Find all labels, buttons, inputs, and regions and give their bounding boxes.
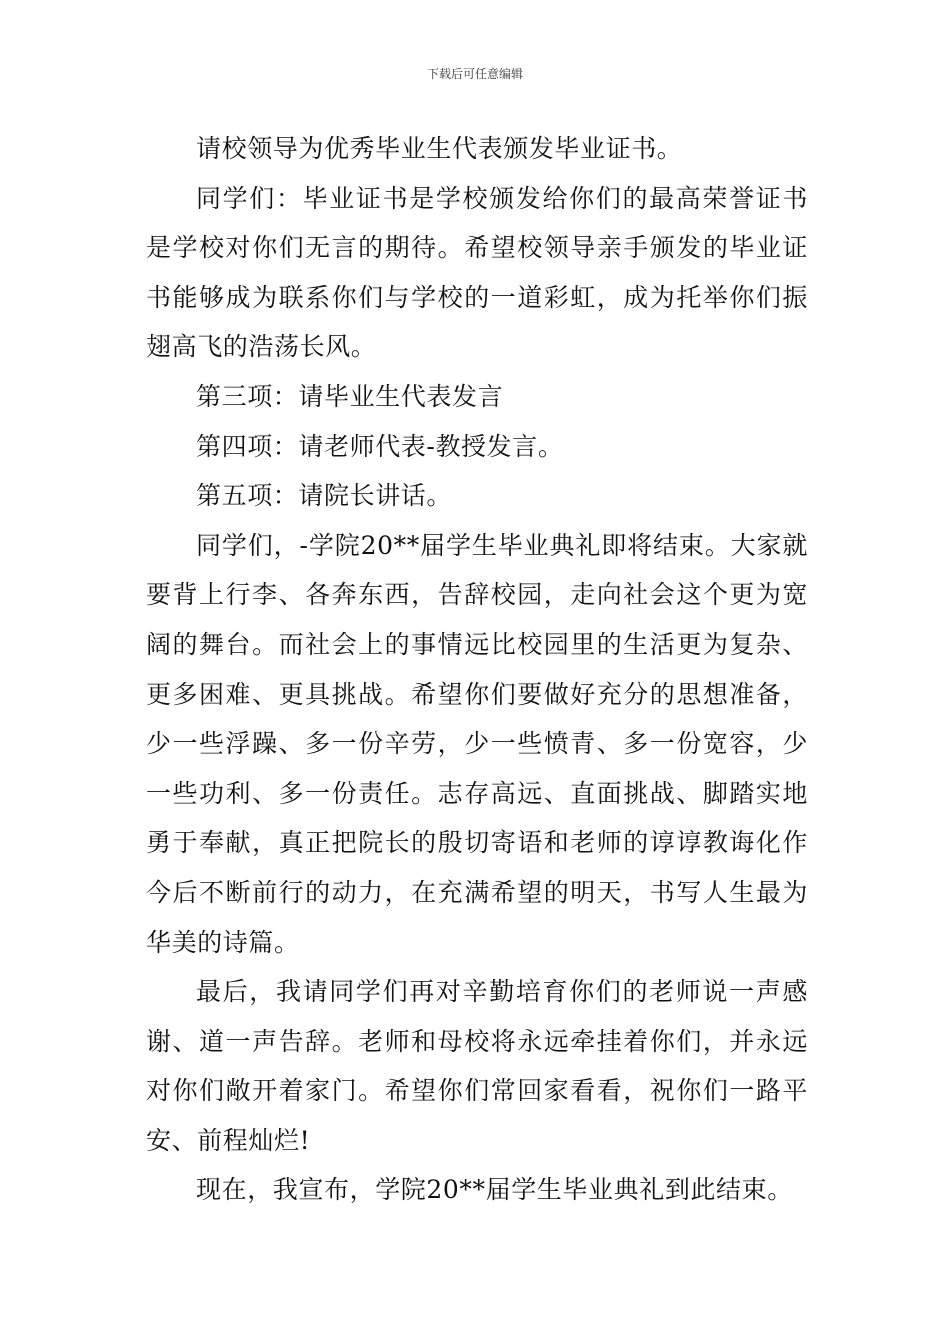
document-body — [146, 124, 808, 1215]
paragraph-item-three: 第三项：请毕业生代表发言 — [196, 381, 504, 411]
paragraph-award-certificates: 请校领导为优秀毕业生代表颁发毕业证书。 — [196, 134, 683, 163]
paragraph-certificate-meaning: 同学们：毕业证书是学校颁发给你们的最高荣誉证书是学校对你们无言的期待。希望校领导亲手颁发的毕业证书能够成为联系你们与学校的一道彩虹，成为托举你们振翅高飞的浩荡长风。 — [146, 183, 808, 362]
paragraph-item-five: 第五项：请院长讲话。 — [196, 481, 453, 511]
paragraph-conclusion: 现在，我宣布，学院20**届学生毕业典礼到此结束。 — [196, 1175, 793, 1205]
paragraph-thanks: 最后，我请同学们再对辛勤培育你们的老师说一声感谢、道一声告辞。老师和母校将永远牵挂着你们，并永远对你们敞开着家门。希望你们常回家看看，祝你们一路平安、前程灿烂! — [146, 977, 808, 1155]
page-header-note: 下载后可任意编辑 — [426, 67, 523, 81]
paragraph-item-four: 第四项：请老师代表-教授发言。 — [196, 431, 564, 461]
paragraph-closing-remarks: 同学们，-学院20**届学生毕业典礼即将结束。大家就要背上行李、各奔东西，告辞校园，走向社会这个更为宽阔的舞台。而社会上的事情远比校园里的生活更为复杂、更多困难、更具挑战。希望你们要做好充分的思想准备，少一些浮躁、多一份辛劳，少一些愤青、多一份宽容，少一些功利、多一份责任。志存高远、直面挑战、脚踏实地勇于奉献，真正把院长的殷切寄语和老师的谆谆教诲化作今后不断前行的动力，在充满希望的明天，书写人生最为华美的诗篇。 — [146, 530, 808, 957]
